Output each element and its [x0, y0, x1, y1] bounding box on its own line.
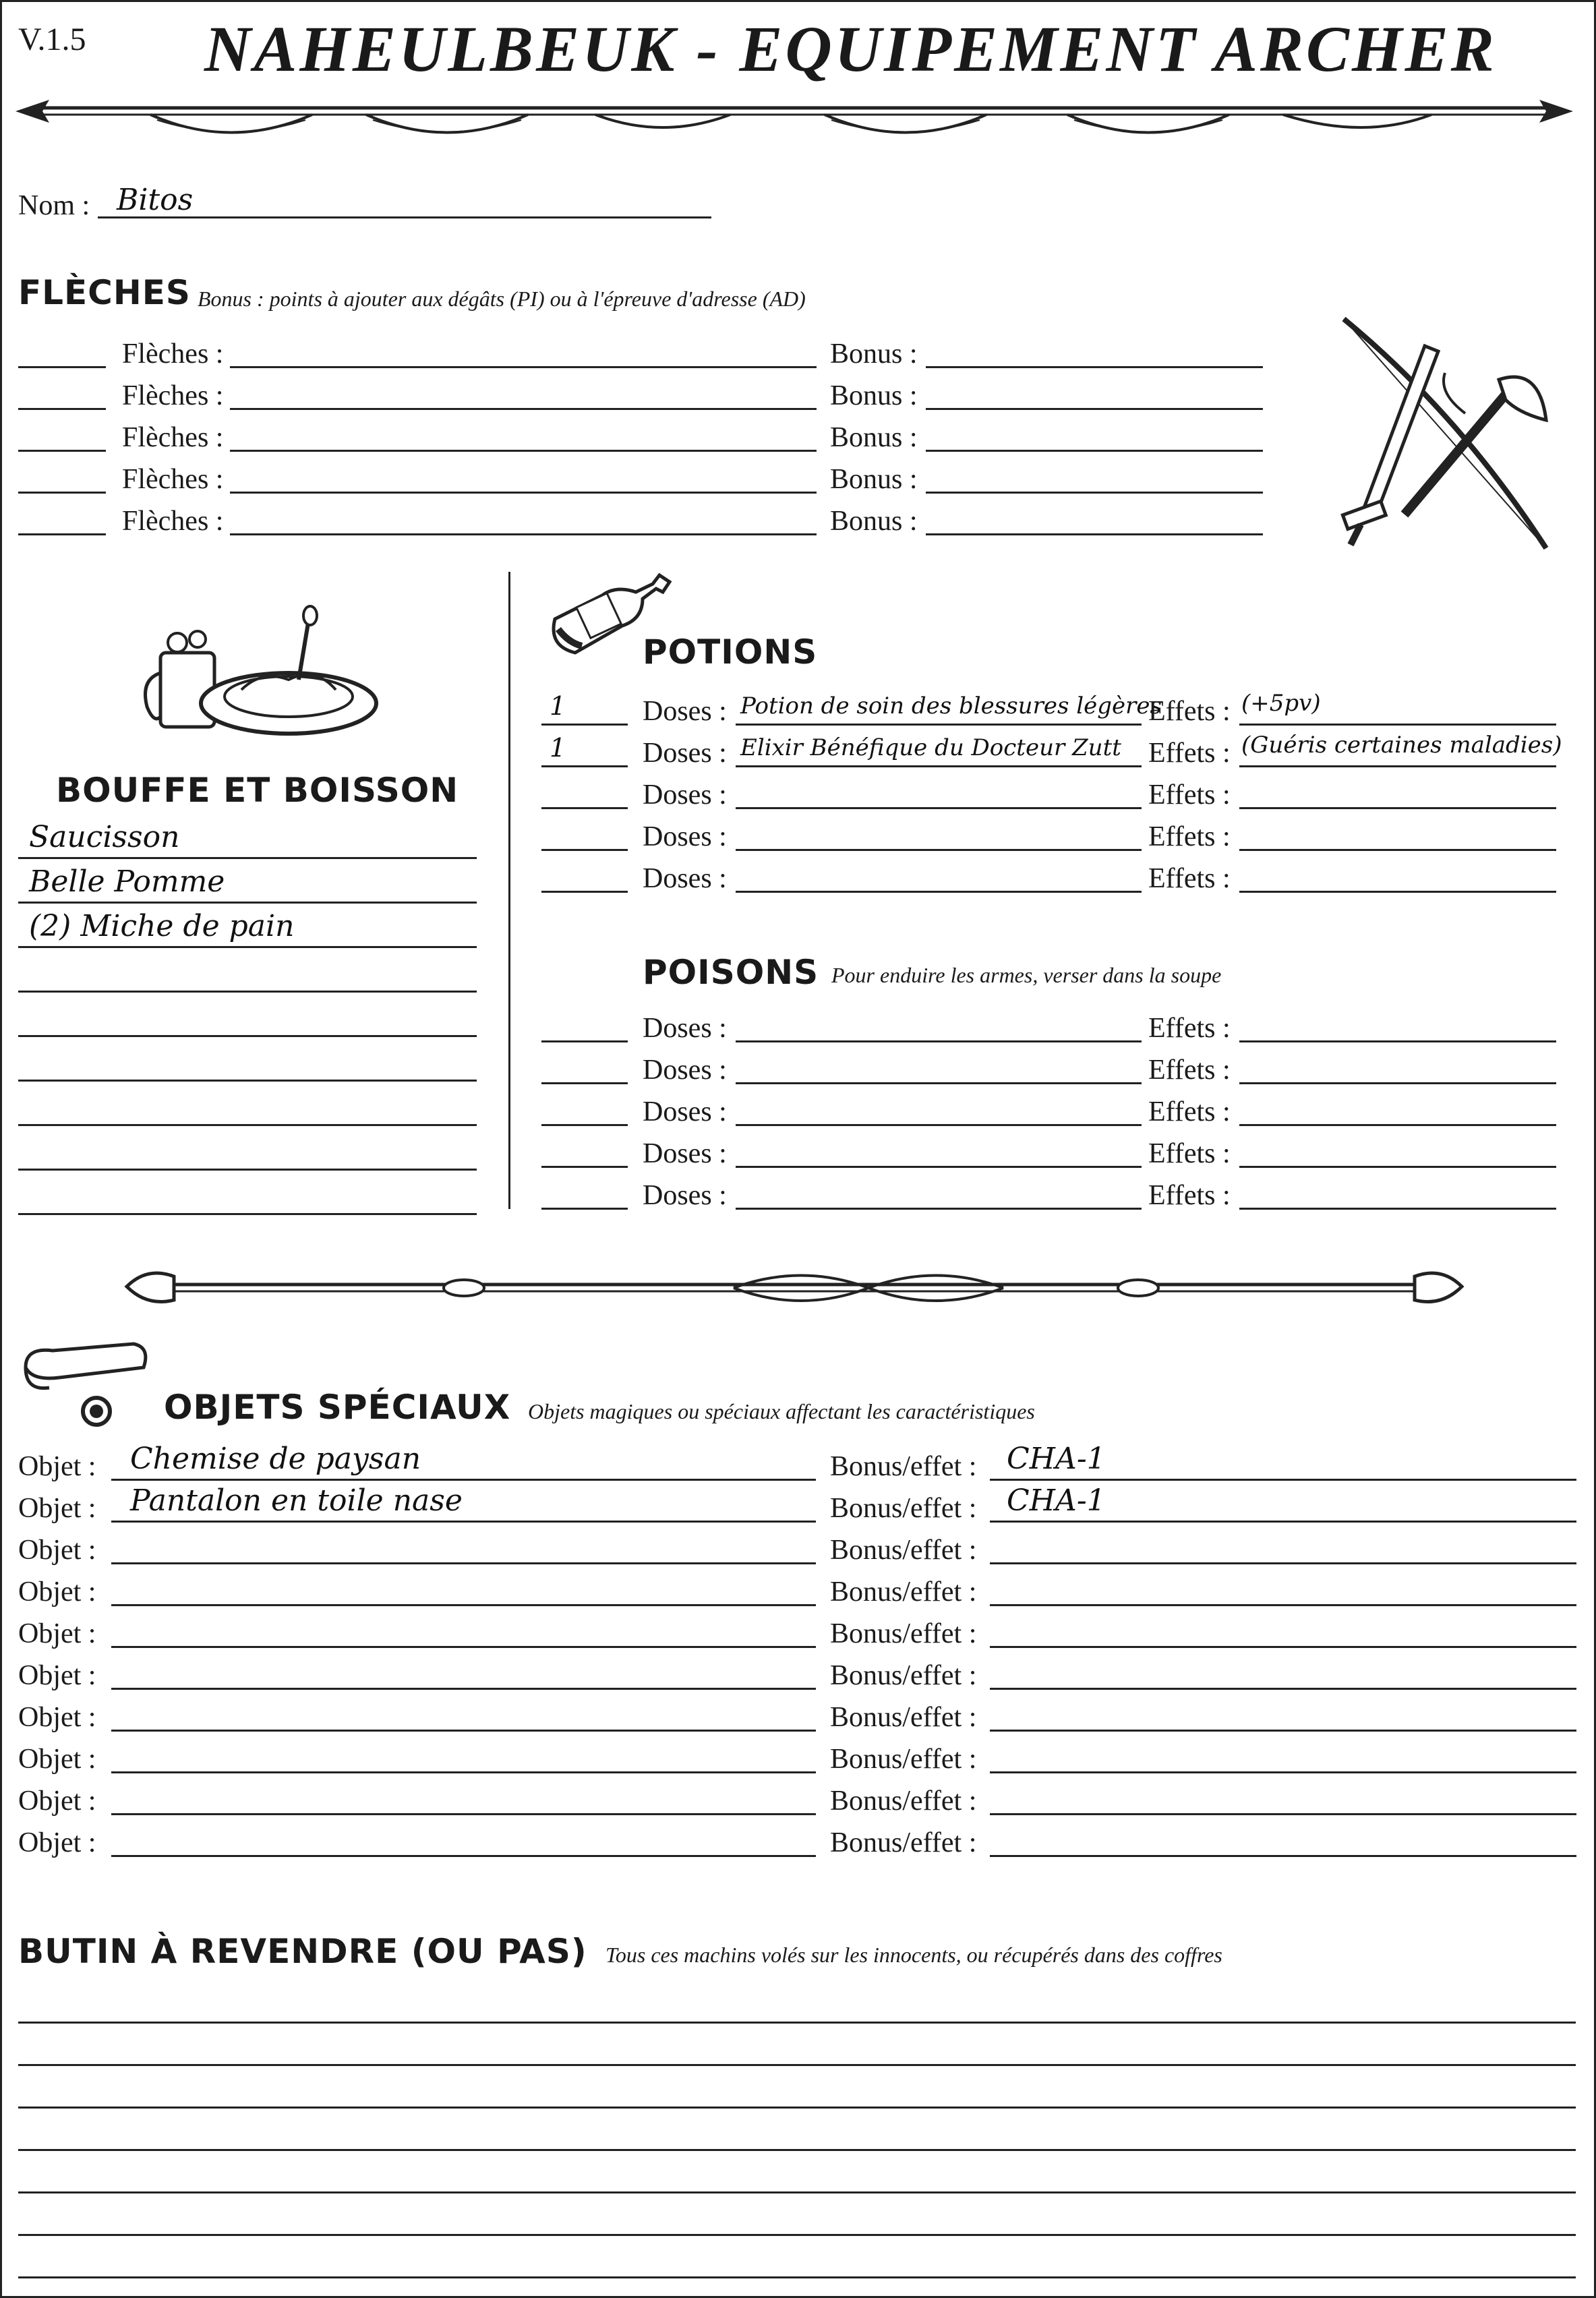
- special-object-label: Objet :: [18, 1660, 96, 1691]
- special-bonus-label: Bonus/effet :: [830, 1535, 977, 1566]
- arrow-bonus-line[interactable]: [926, 408, 1263, 410]
- special-object-line[interactable]: [111, 1646, 816, 1648]
- version-label: V.1.5: [18, 22, 86, 57]
- poison-qty-line[interactable]: [541, 1124, 628, 1126]
- potion-name-line[interactable]: [736, 807, 1142, 809]
- potion-effects-label: Effets :: [1148, 821, 1231, 852]
- potion-qty[interactable]: 1: [550, 691, 566, 721]
- column-divider: [508, 572, 510, 1209]
- special-bonus-line[interactable]: [990, 1771, 1576, 1773]
- potion-effect-line[interactable]: [1239, 891, 1556, 893]
- poison-qty-line[interactable]: [541, 1040, 628, 1042]
- special-bonus-label: Bonus/effet :: [830, 1744, 977, 1775]
- scroll-ring-icon: [19, 1340, 154, 1428]
- loot-line[interactable]: [18, 2234, 1576, 2236]
- special-bonus-line[interactable]: [990, 1813, 1576, 1815]
- arrows-heading: FLÈCHES: [18, 273, 191, 312]
- special-object-line[interactable]: [111, 1604, 816, 1606]
- arrow-qty-line[interactable]: [18, 492, 106, 494]
- arrow-bonus-line[interactable]: [926, 450, 1263, 452]
- special-bonus-line[interactable]: [990, 1646, 1576, 1648]
- poison-effect-line[interactable]: [1239, 1124, 1556, 1126]
- potion-name[interactable]: Elixir Bénéfique du Docteur Zutt: [740, 734, 1121, 761]
- poison-name-line[interactable]: [736, 1124, 1142, 1126]
- arrow-bonus-line[interactable]: [926, 492, 1263, 494]
- arrow-name-line[interactable]: [230, 450, 817, 452]
- food-item-line[interactable]: [18, 1080, 477, 1082]
- special-bonus-label: Bonus/effet :: [830, 1493, 977, 1524]
- potion-qty-line[interactable]: [541, 765, 628, 767]
- arrow-bonus-line[interactable]: [926, 533, 1263, 535]
- special-bonus-line[interactable]: [990, 1730, 1576, 1732]
- poison-effects-label: Effets :: [1148, 1096, 1231, 1127]
- food-item-line[interactable]: [18, 1213, 477, 1215]
- special-object-label: Objet :: [18, 1451, 96, 1482]
- potion-doses-label: Doses :: [643, 696, 727, 727]
- food-item[interactable]: Belle Pomme: [29, 864, 225, 899]
- food-item-line[interactable]: [18, 1124, 477, 1126]
- arrow-label: Flèches :: [122, 464, 224, 495]
- special-bonus[interactable]: CHA-1: [1007, 1483, 1106, 1518]
- special-bonus-line[interactable]: [990, 1562, 1576, 1564]
- potion-qty-line[interactable]: [541, 807, 628, 809]
- special-object-line[interactable]: [111, 1521, 816, 1523]
- special-object-label: Objet :: [18, 1786, 96, 1817]
- poison-qty-line[interactable]: [541, 1082, 628, 1084]
- special-bonus-label: Bonus/effet :: [830, 1702, 977, 1733]
- food-item-line[interactable]: [18, 1169, 477, 1171]
- food-item-line[interactable]: [18, 1035, 477, 1037]
- name-label: Nom :: [18, 190, 90, 221]
- arrow-name-line[interactable]: [230, 408, 817, 410]
- potion-effects-label: Effets :: [1148, 696, 1231, 727]
- loot-line[interactable]: [18, 2276, 1576, 2278]
- special-object-line[interactable]: [111, 1562, 816, 1564]
- loot-line[interactable]: [18, 2149, 1576, 2151]
- arrow-label: Flèches :: [122, 422, 224, 453]
- potion-doses-label: Doses :: [643, 779, 727, 811]
- potion-doses-label: Doses :: [643, 821, 727, 852]
- special-object-label: Objet :: [18, 1827, 96, 1858]
- food-heading: BOUFFE ET BOISSON: [56, 771, 459, 810]
- loot-line[interactable]: [18, 2022, 1576, 2024]
- bow-sword-axe-icon: [1324, 312, 1566, 555]
- potion-effect-line[interactable]: [1239, 849, 1556, 851]
- potion-doses-label: Doses :: [643, 863, 727, 894]
- loot-line[interactable]: [18, 2191, 1576, 2193]
- potion-effect-line[interactable]: [1239, 807, 1556, 809]
- special-object-line[interactable]: [111, 1813, 816, 1815]
- poison-qty-line[interactable]: [541, 1208, 628, 1210]
- arrow-bonus-label: Bonus :: [830, 338, 918, 370]
- arrow-qty-line[interactable]: [18, 533, 106, 535]
- special-object-line[interactable]: [111, 1688, 816, 1690]
- special-object-label: Objet :: [18, 1493, 96, 1524]
- poison-effects-label: Effets :: [1148, 1013, 1231, 1044]
- food-item[interactable]: Saucisson: [29, 820, 180, 854]
- poison-doses-label: Doses :: [643, 1180, 727, 1211]
- potion-name[interactable]: Potion de soin des blessures légères: [740, 693, 1162, 719]
- special-object-line[interactable]: [111, 1479, 816, 1481]
- arrow-label: Flèches :: [122, 338, 224, 370]
- arrow-qty-line[interactable]: [18, 450, 106, 452]
- special-object-label: Objet :: [18, 1535, 96, 1566]
- potion-qty-line[interactable]: [541, 724, 628, 726]
- food-item-line[interactable]: [18, 857, 477, 859]
- potion-doses-label: Doses :: [643, 738, 727, 769]
- poisons-heading: POISONS: [643, 953, 819, 992]
- food-item-line[interactable]: [18, 902, 477, 904]
- poison-effect-line[interactable]: [1239, 1082, 1556, 1084]
- special-bonus-line[interactable]: [990, 1604, 1576, 1606]
- poison-effect-line[interactable]: [1239, 1166, 1556, 1168]
- arrows-subtitle: Bonus : points à ajouter aux dégâts (PI) ou à l'épreuve d'adresse (AD): [198, 287, 806, 311]
- arrow-label: Flèches :: [122, 380, 224, 411]
- potion-effects-label: Effets :: [1148, 863, 1231, 894]
- loot-line[interactable]: [18, 2064, 1576, 2066]
- potion-effect[interactable]: (Guéris certaines maladies): [1241, 732, 1562, 759]
- spear-divider-icon: [16, 86, 1573, 160]
- poisons-subtitle: Pour enduire les armes, verser dans la soupe: [831, 963, 1222, 987]
- special-heading: OBJETS SPÉCIAUX: [164, 1388, 511, 1427]
- potion-name-line[interactable]: [736, 891, 1142, 893]
- poison-effects-label: Effets :: [1148, 1180, 1231, 1211]
- special-bonus-label: Bonus/effet :: [830, 1827, 977, 1858]
- loot-heading: BUTIN À REVENDRE (OU PAS): [18, 1932, 587, 1971]
- special-bonus-line[interactable]: [990, 1479, 1576, 1481]
- arrow-bonus-label: Bonus :: [830, 464, 918, 495]
- poison-qty-line[interactable]: [541, 1166, 628, 1168]
- arrow-qty-line[interactable]: [18, 408, 106, 410]
- arrow-bonus-line[interactable]: [926, 366, 1263, 368]
- food-plate-mug-icon: [140, 606, 376, 740]
- potion-name-line[interactable]: [736, 849, 1142, 851]
- arrow-qty-line[interactable]: [18, 366, 106, 368]
- poison-doses-label: Doses :: [643, 1055, 727, 1086]
- potion-qty-line[interactable]: [541, 849, 628, 851]
- poison-effects-label: Effets :: [1148, 1138, 1231, 1169]
- special-bonus-label: Bonus/effet :: [830, 1451, 977, 1482]
- poison-name-line[interactable]: [736, 1040, 1142, 1042]
- special-bonus-line[interactable]: [990, 1855, 1576, 1857]
- arrow-name-line[interactable]: [230, 533, 817, 535]
- special-object-name[interactable]: Pantalon en toile nase: [130, 1483, 463, 1518]
- potion-qty-line[interactable]: [541, 891, 628, 893]
- loot-line[interactable]: [18, 2106, 1576, 2109]
- special-subtitle: Objets magiques ou spéciaux affectant les caractéristiques: [528, 1399, 1035, 1423]
- name-value[interactable]: Bitos: [117, 183, 194, 217]
- arrow-label: Flèches :: [122, 506, 224, 537]
- arrow-bonus-label: Bonus :: [830, 380, 918, 411]
- arrow-name-line[interactable]: [230, 366, 817, 368]
- special-object-label: Objet :: [18, 1577, 96, 1608]
- poison-name-line[interactable]: [736, 1082, 1142, 1084]
- food-item-line[interactable]: [18, 991, 477, 993]
- potion-qty[interactable]: 1: [550, 733, 566, 763]
- potions-heading: POTIONS: [643, 632, 818, 672]
- potion-name-line[interactable]: [736, 765, 1142, 767]
- potion-name-line[interactable]: [736, 724, 1142, 726]
- special-object-line[interactable]: [111, 1771, 816, 1773]
- food-item[interactable]: (2) Miche de pain: [29, 909, 295, 943]
- poison-name-line[interactable]: [736, 1166, 1142, 1168]
- poison-effects-label: Effets :: [1148, 1055, 1231, 1086]
- arrow-bonus-label: Bonus :: [830, 506, 918, 537]
- poison-effect-line[interactable]: [1239, 1040, 1556, 1042]
- special-bonus-label: Bonus/effet :: [830, 1577, 977, 1608]
- special-bonus-line[interactable]: [990, 1688, 1576, 1690]
- arrow-name-line[interactable]: [230, 492, 817, 494]
- staff-divider-icon: [127, 1256, 1462, 1317]
- potion-effects-label: Effets :: [1148, 779, 1231, 811]
- potion-effect[interactable]: (+5pv): [1241, 690, 1321, 717]
- special-object-name[interactable]: Chemise de paysan: [130, 1442, 421, 1476]
- poison-name-line[interactable]: [736, 1208, 1142, 1210]
- special-object-label: Objet :: [18, 1744, 96, 1775]
- special-bonus-label: Bonus/effet :: [830, 1660, 977, 1691]
- poison-doses-label: Doses :: [643, 1138, 727, 1169]
- poison-doses-label: Doses :: [643, 1096, 727, 1127]
- special-bonus-label: Bonus/effet :: [830, 1786, 977, 1817]
- arrow-bonus-label: Bonus :: [830, 422, 918, 453]
- food-item-line[interactable]: [18, 946, 477, 948]
- potion-effect-line[interactable]: [1239, 724, 1556, 726]
- special-bonus-line[interactable]: [990, 1521, 1576, 1523]
- poison-effect-line[interactable]: [1239, 1208, 1556, 1210]
- special-object-line[interactable]: [111, 1730, 816, 1732]
- special-object-label: Objet :: [18, 1702, 96, 1733]
- special-object-line[interactable]: [111, 1855, 816, 1857]
- special-object-label: Objet :: [18, 1618, 96, 1649]
- potion-effect-line[interactable]: [1239, 765, 1556, 767]
- poison-doses-label: Doses :: [643, 1013, 727, 1044]
- potion-effects-label: Effets :: [1148, 738, 1231, 769]
- special-bonus[interactable]: CHA-1: [1007, 1442, 1106, 1476]
- special-bonus-label: Bonus/effet :: [830, 1618, 977, 1649]
- loot-subtitle: Tous ces machins volés sur les innocents, ou récupérés dans des coffres: [605, 1943, 1222, 1967]
- page-title: NAHEULBEUK - EQUIPEMENT ARCHER: [204, 13, 1497, 85]
